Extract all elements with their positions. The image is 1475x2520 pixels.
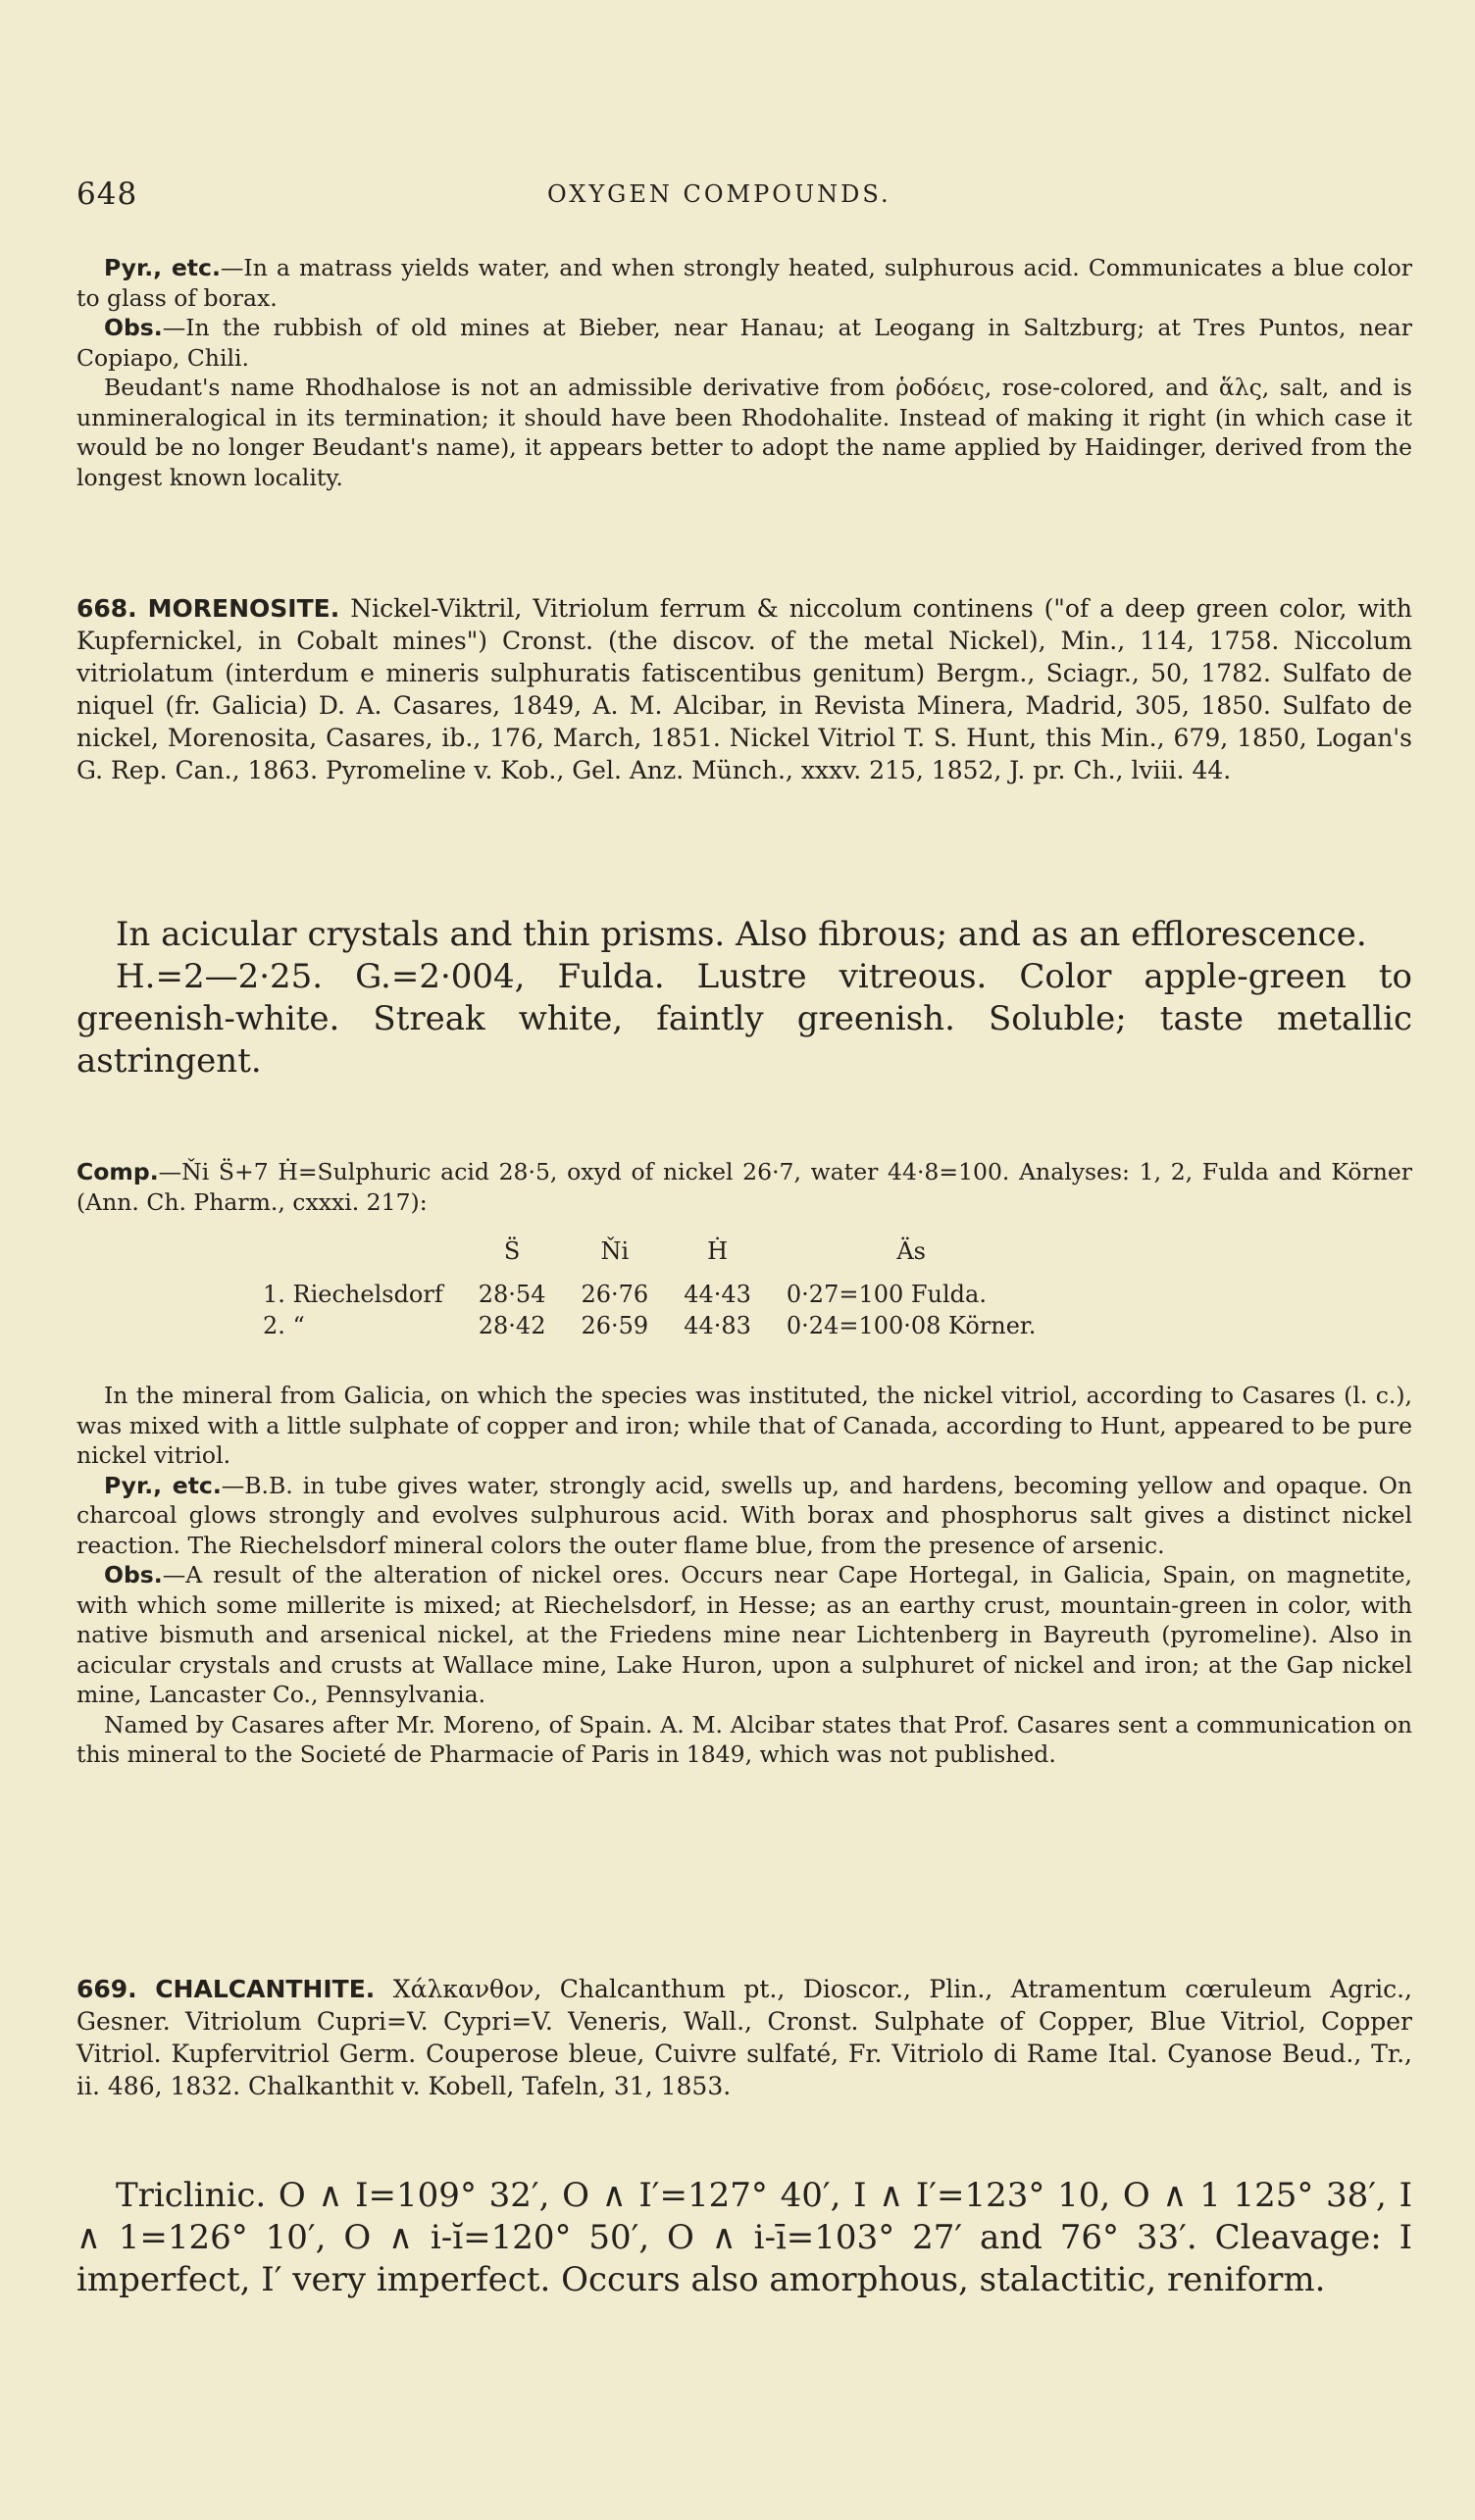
obs-text: —In the rubbish of old mines at Bieber, near Hanau; at Leogang in Saltzburg; at Tres Puntos, near Copiapo, Chili.	[76, 314, 1412, 372]
obs-label: Obs.	[104, 314, 163, 341]
cell: 0·27=100 Fulda.	[786, 1281, 987, 1308]
comp-label: Comp.	[76, 1158, 159, 1185]
column-header-empty	[263, 1237, 461, 1279]
crystal-description: Triclinic. O ∧ I=109° 32′, O ∧ I′=127° 40′, I ∧ I′=123° 10, O ∧ 1 125° 38′, I ∧ 1=126° 10′, O ∧ i-ĭ=120° 50′, O ∧ i-ī=103° 27′ and 76° 33′. Cleavage: I imperfect, I′ very imperfect. Occurs also amorphous, stalactitic, reniform.	[76, 2176, 1412, 2299]
obs-label: Obs.	[104, 1561, 163, 1588]
column-header: Äs	[896, 1237, 926, 1265]
crystal-form: In acicular crystals and thin prisms. Also fibrous; and as an efflorescence.	[116, 915, 1367, 954]
cell: 28·54	[478, 1281, 546, 1308]
species-name: MORENOSITE.	[147, 594, 340, 623]
pyr-text: —In a matrass yields water, and when strongly heated, sulphurous acid. Communicates a blue color to glass of borax.	[76, 254, 1412, 312]
page-header	[76, 176, 1412, 216]
morenosite-description	[76, 914, 1412, 1083]
species-number: 669.	[76, 1975, 137, 2003]
table-row	[263, 1279, 1053, 1310]
column-header: S̈	[503, 1237, 521, 1265]
row-label: 2. “	[263, 1312, 305, 1339]
continued-section	[76, 253, 1412, 492]
comp-text: —Ňi S̈+7 Ḣ=Sulphuric acid 28·5, oxyd of nickel 26·7, water 44·8=100. Analyses: 1, 2, Fulda and Körner (Ann. Ch. Pharm., cxxxi. 217):	[76, 1158, 1412, 1216]
page-number: 648	[76, 176, 138, 212]
morenosite-heading	[76, 592, 1412, 786]
cell: 28·42	[478, 1312, 546, 1339]
synonymy: Χάλκανθον, Chalcanthum pt., Dioscor., Plin., Atramentum cœruleum Agric., Gesner. Vitriolum Cupri=V. Cypri=V. Veneris, Wall., Cronst. Sulphate of Copper, Blue Vitriol, Copper Vitriol. Kupfervitriol Germ. Couperose bleue, Cuivre sulfaté, Fr. Vitriolo di Rame Ital. Cyanose Beud., Tr., ii. 486, 1832. Chalkanthit v. Kobell, Tafeln, 31, 1853.	[76, 1975, 1412, 2100]
named-paragraph: Named by Casares after Mr. Moreno, of Spain. A. M. Alcibar states that Prof. Casares sent a communication on this mineral to the Societé de Pharmacie of Paris in 1849, which was not published.	[76, 1710, 1412, 1768]
table-row	[263, 1310, 1053, 1341]
column-header: Ḣ	[707, 1237, 729, 1265]
column-header: Ňi	[600, 1237, 630, 1265]
cell: 26·59	[581, 1312, 649, 1339]
cell: 44·83	[684, 1312, 751, 1339]
name-note: Beudant's name Rhodhalose is not an admissible derivative from ῥοδόεις, rose-colored, and ἅλς, salt, and is unmineralogical in its termination; it should have been Rhodohalite. Instead of making it right (in which case it would be no longer Beudant's name), it appears better to adopt the name applied by Haidinger, derived from the longest known locality.	[76, 374, 1412, 491]
composition	[76, 1157, 1412, 1217]
pyr-text: —B.B. in tube gives water, strongly acid, swells up, and hardens, becoming yellow and opaque. On charcoal glows strongly and evolves sulphurous acid. With borax and phosphorus salt gives a distinct nickel reaction. The Riechelsdorf mineral colors the outer flame blue, from the presence of arsenic.	[76, 1471, 1412, 1559]
synonymy: Nickel-Viktril, Vitriolum ferrum & niccolum continens ("of a deep green color, with Kupfernickel, in Cobalt mines") Cronst. (the discov. of the metal Nickel), Min., 114, 1758. Niccolum vitriolatum (interdum e mineris sulphuratis fatiscentibus genitum) Bergm., Sciagr., 50, 1782. Sulfato de niquel (fr. Galicia) D. A. Casares, 1849, A. M. Alcibar, in Revista Minera, Madrid, 305, 1850. Sulfato de nickel, Morenosita, Casares, ib., 176, March, 1851. Nickel Vitriol T. S. Hunt, this Min., 679, 1850, Logan's G. Rep. Can., 1863. Pyromeline v. Kob., Gel. Anz. Münch., xxxv. 215, 1852, J. pr. Ch., lviii. 44.	[76, 594, 1412, 784]
running-title: OXYGEN COMPOUNDS.	[547, 180, 891, 208]
species-number: 668.	[76, 594, 137, 623]
cell: 44·43	[684, 1281, 751, 1308]
analyses-table	[263, 1237, 1053, 1341]
chalcanthite-heading	[76, 1973, 1412, 2102]
pyr-label: Pyr., etc.	[104, 1471, 222, 1499]
obs-text: —A result of the alteration of nickel ores. Occurs near Cape Hortegal, in Galicia, Spain, on magnetite, with which some millerite is mixed; at Riechelsdorf, in Hesse; as an earthy crust, mountain-green in color, with native bismuth and arsenical nickel, at the Friedens mine near Lichtenberg in Bayreuth (pyromeline). Also in acicular crystals and crusts at Wallace mine, Lake Huron, upon a sulphuret of nickel and iron; at the Gap nickel mine, Lancaster Co., Pennsylvania.	[76, 1561, 1412, 1708]
pyr-label: Pyr., etc.	[104, 254, 221, 281]
morenosite-notes	[76, 1381, 1412, 1770]
chalcanthite-description	[76, 2175, 1412, 2301]
galicia-paragraph: In the mineral from Galicia, on which the species was instituted, the nickel vitriol, according to Casares (l. c.), was mixed with a little sulphate of copper and iron; while that of Canada, according to Hunt, appeared to be pure nickel vitriol.	[76, 1382, 1412, 1469]
cell: 0·24=100·08 Körner.	[786, 1312, 1037, 1339]
cell: 26·76	[581, 1281, 649, 1308]
species-name: CHALCANTHITE.	[155, 1975, 376, 2003]
row-label: 1. Riechelsdorf	[263, 1281, 443, 1308]
physical-properties: H.=2—2·25. G.=2·004, Fulda. Lustre vitreous. Color apple-green to greenish-white. Streak white, faintly greenish. Soluble; taste metallic astringent.	[76, 957, 1412, 1081]
